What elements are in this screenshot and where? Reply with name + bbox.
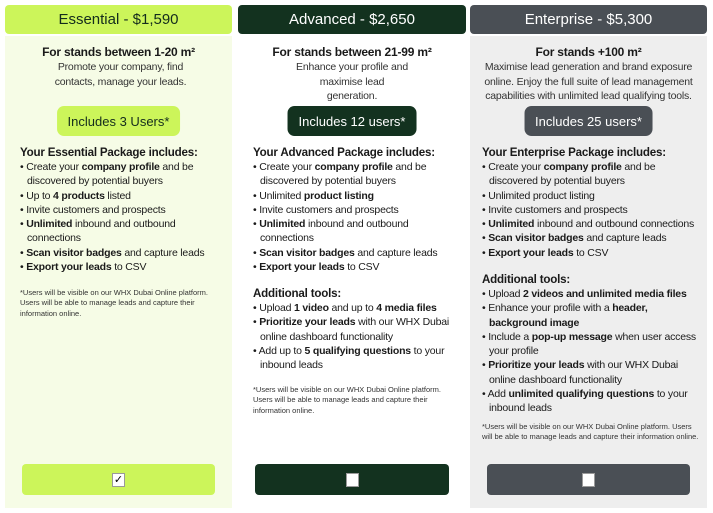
item-text: Add [487, 388, 509, 401]
bold-text: 2 videos and unlimited media files [523, 288, 687, 300]
plan-description: Maximise lead generation and brand exposure online. Enjoy the full suite of lead management capabilities with unlimited lead qualifying tools. [484, 61, 693, 102]
item-text: Include a [488, 330, 532, 343]
plan-description: Promote your company, find contacts, manage your leads. [54, 61, 187, 88]
package-list [482, 160, 703, 260]
users-badge: Includes 3 Users* [57, 106, 181, 136]
list-item [253, 203, 462, 217]
plan-body [470, 36, 707, 508]
bold-text: product listing [303, 189, 374, 202]
item-text: and capture leads [583, 232, 667, 245]
item-text: and be discovered by potential buyers [260, 161, 427, 188]
plan-body [238, 36, 466, 508]
list-item [253, 301, 462, 315]
additional-title: Additional tools: [253, 287, 342, 300]
users-note: *Users will be visible on our WHX Dubai Online platform. Users will be able to manage leads and capture their information online. [20, 288, 208, 318]
item-text: Unlimited [259, 189, 304, 202]
list-item [482, 358, 703, 387]
item-text: inbound and outbound connections [260, 218, 409, 245]
item-text: Enhance your profile with a [488, 302, 613, 315]
checkbox[interactable]: ✓ [113, 473, 124, 486]
item-text: Invite customers and prospects [488, 203, 628, 216]
list-item [20, 160, 228, 189]
bold-text: company profile [314, 161, 393, 173]
bold-text: 1 video [294, 302, 329, 314]
item-text: to CSV [111, 261, 147, 274]
bold-text: Scan visitor badges [26, 246, 122, 259]
bold-text: Unlimited [488, 218, 535, 231]
select-enterprise-checkbox[interactable] [487, 464, 690, 495]
bold-text: 5 qualifying questions [304, 344, 411, 357]
stand-size: For stands +100 m² [535, 45, 642, 59]
package-title: Your Advanced Package includes: [253, 146, 435, 159]
item-text: to your inbound leads [489, 388, 688, 415]
item-text: Up to [26, 189, 54, 202]
package-title: Your Enterprise Package includes: [482, 146, 666, 159]
item-text: Invite customers and prospects [259, 203, 399, 216]
bold-text: Prioritize your leads [259, 316, 356, 329]
list-item [253, 260, 462, 274]
list-item [482, 387, 703, 416]
item-text: Upload [488, 288, 523, 300]
list-item [482, 189, 703, 203]
item-text: Upload [259, 302, 294, 314]
additional-title: Additional tools: [482, 273, 571, 286]
item-text: when user access your profile [489, 330, 696, 358]
bold-text: Scan visitor badges [259, 246, 355, 259]
plan-card-essential [5, 0, 232, 508]
bold-text: company profile [543, 161, 622, 173]
list-item [253, 160, 462, 189]
item-text: to CSV [573, 246, 609, 259]
additional-list [253, 301, 462, 372]
item-text: Create your [488, 161, 544, 173]
plan-body [5, 36, 232, 508]
stand-size: For stands between 21-99 m² [272, 45, 432, 59]
list-item [482, 330, 703, 359]
list-item [253, 246, 462, 260]
additional-list [482, 287, 703, 416]
package-list [253, 160, 462, 274]
plan-header [238, 5, 466, 34]
list-item [253, 315, 462, 344]
bold-text: company profile [81, 161, 160, 173]
list-item [482, 301, 703, 330]
item-text: Add up to [258, 344, 305, 357]
item-text: with our WHX Dubai online dashboard functionality [489, 359, 679, 386]
plan-card-advanced [238, 0, 466, 508]
bold-text: header, background image [489, 302, 648, 329]
plan-header-title: Advanced - $2,650 [289, 11, 415, 28]
item-text: and be discovered by potential buyers [489, 161, 656, 188]
item-text: and up to [328, 302, 377, 314]
bold-text: Scan visitor badges [488, 232, 584, 245]
list-item [482, 246, 703, 260]
item-text: to your inbound leads [260, 344, 445, 372]
plan-card-enterprise [470, 0, 707, 508]
item-text: Invite customers and prospects [26, 203, 166, 216]
list-item [253, 344, 462, 373]
list-item [253, 189, 462, 203]
select-essential-checkbox[interactable] [22, 464, 215, 495]
list-item [482, 287, 703, 301]
list-item [482, 217, 703, 231]
plan-header-title: Enterprise - $5,300 [524, 11, 653, 28]
bold-text: Export your leads [26, 261, 112, 274]
users-note: *Users will be visible on our WHX Dubai Online platform. Users will be able to manage leads and capture their information online. [253, 385, 441, 415]
bold-text: 4 media files [376, 302, 437, 314]
list-item [20, 246, 228, 260]
bold-text: Unlimited [259, 218, 306, 231]
item-text: and capture leads [354, 246, 438, 259]
item-text: Create your [26, 161, 82, 173]
list-item [20, 260, 228, 274]
item-text: inbound and outbound connections [534, 218, 695, 231]
bold-text: Unlimited [26, 218, 73, 231]
plan-header [470, 5, 707, 34]
plan-description: Enhance your profile and maximise lead generation. [296, 61, 408, 102]
bold-text: Prioritize your leads [488, 359, 585, 372]
checkbox[interactable] [346, 473, 359, 487]
plan-header-title: Essential - $1,590 [58, 11, 179, 28]
list-item [20, 203, 228, 217]
checkbox[interactable] [582, 473, 595, 487]
bold-text: pop-up message [531, 330, 613, 343]
bold-text: Export your leads [259, 261, 345, 274]
select-advanced-checkbox[interactable] [255, 464, 449, 495]
list-item [482, 231, 703, 245]
package-title: Your Essential Package includes: [20, 146, 198, 159]
users-badge: Includes 12 users* [288, 106, 417, 136]
users-badge: Includes 25 users* [524, 106, 653, 136]
item-text: and capture leads [121, 246, 205, 259]
bold-text: Export your leads [488, 246, 574, 259]
item-text: with our WHX Dubai online dashboard functionality [260, 316, 450, 343]
item-text: Create your [259, 161, 315, 173]
bold-text: 4 products [53, 189, 105, 202]
bold-text: unlimited qualifying questions [508, 388, 655, 401]
item-text: listed [104, 189, 131, 202]
list-item [20, 189, 228, 203]
item-text: Unlimited product listing [488, 189, 595, 202]
item-text: to CSV [344, 261, 380, 274]
item-text: and be discovered by potential buyers [27, 161, 194, 188]
list-item [482, 203, 703, 217]
list-item [482, 160, 703, 189]
list-item [20, 217, 228, 246]
plan-header [5, 5, 232, 34]
users-note: *Users will be visible on our WHX Dubai Online platform. Users will be able to manage leads and capture their information online. [482, 422, 699, 442]
list-item [253, 217, 462, 246]
package-list [20, 160, 228, 274]
stand-size: For stands between 1-20 m² [42, 45, 195, 59]
item-text: inbound and outbound connections [27, 218, 176, 245]
